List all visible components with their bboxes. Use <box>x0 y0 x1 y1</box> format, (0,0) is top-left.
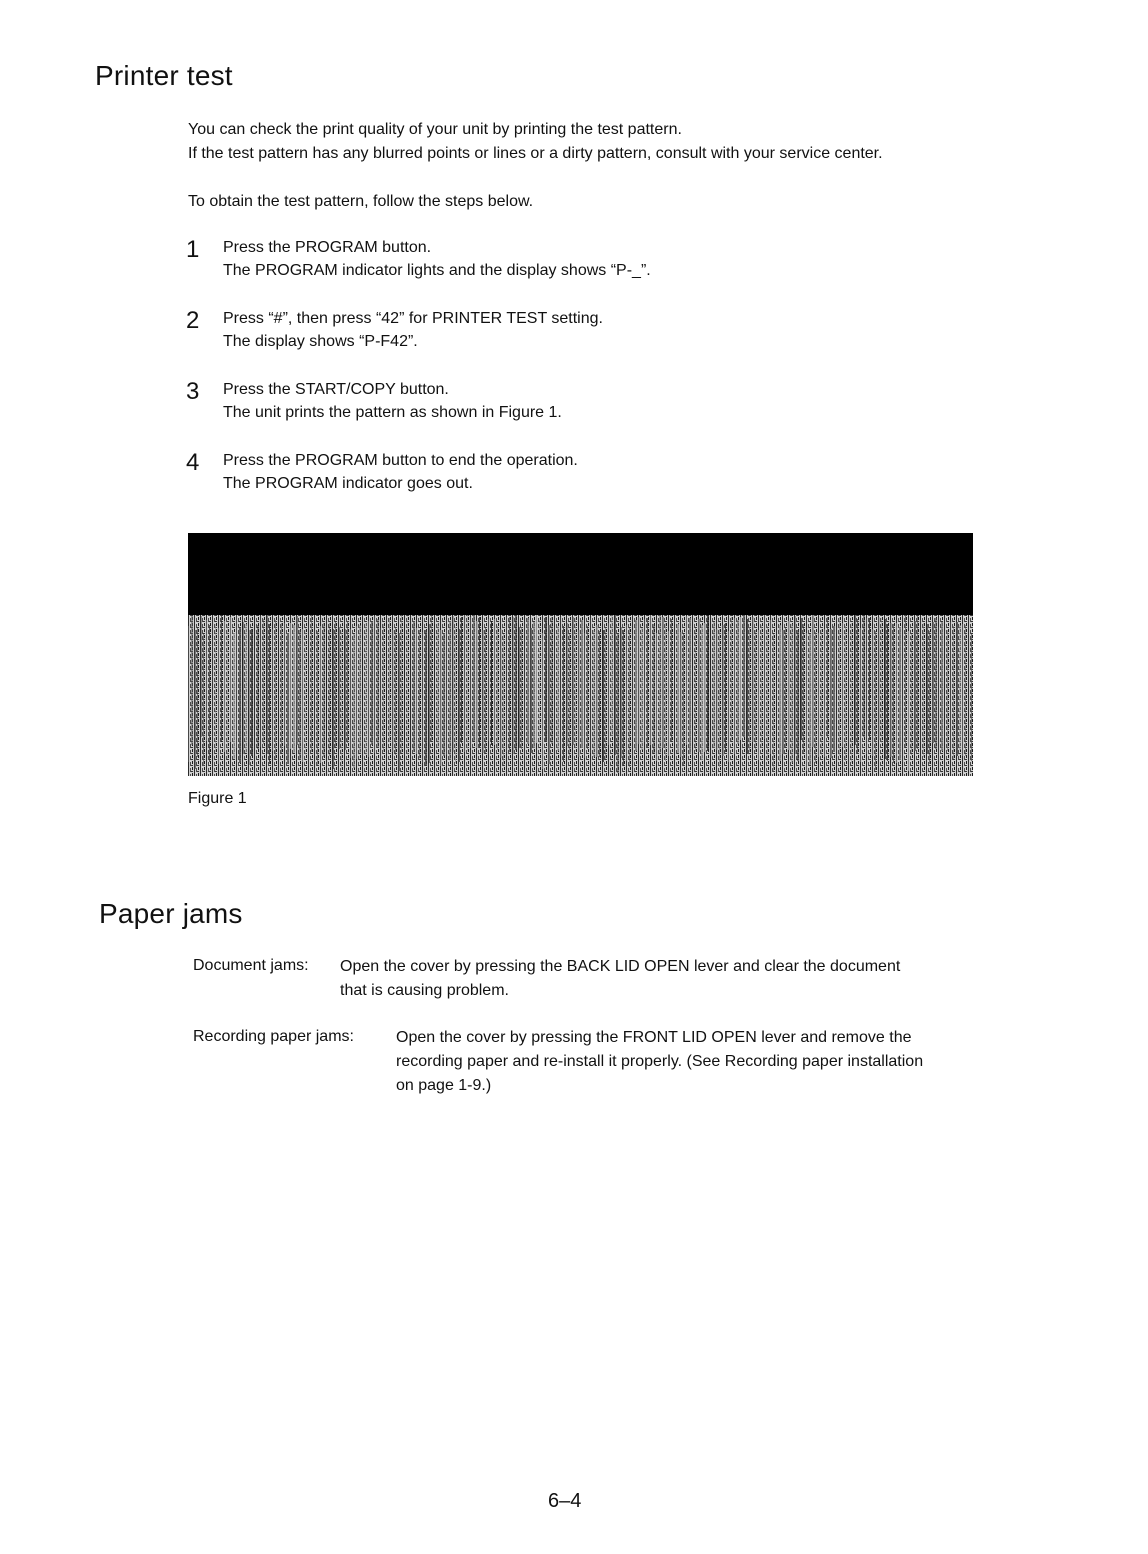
stripe-line <box>473 615 475 741</box>
stripe-line <box>419 630 420 758</box>
stripe-line <box>875 631 876 770</box>
stripe-line <box>533 622 535 748</box>
stripe-line <box>578 630 580 757</box>
stripe-line <box>968 632 969 761</box>
stripe-line <box>275 620 276 759</box>
stripe-line <box>500 629 502 758</box>
stripe-line <box>656 633 657 761</box>
stripe-line <box>950 622 951 760</box>
stripe-line <box>947 630 948 751</box>
stripe-line <box>671 619 672 742</box>
section-heading-printer-test: Printer test <box>95 60 233 91</box>
stripe-line <box>740 617 741 740</box>
stripe-line <box>542 633 543 769</box>
stripe-line <box>902 628 903 762</box>
stripe-line <box>662 617 664 748</box>
stripe-line <box>821 629 822 755</box>
stripe-line <box>602 630 604 762</box>
stripe-line <box>704 623 706 752</box>
stripe-line <box>647 618 648 748</box>
stripe-line <box>815 632 816 763</box>
stripe-line <box>251 629 253 756</box>
stripe-line <box>614 615 616 755</box>
stripe-line <box>833 626 835 752</box>
step-text <box>223 236 651 282</box>
stripe-line <box>440 630 442 766</box>
stripe-line <box>752 617 754 742</box>
stripe-line <box>188 626 189 762</box>
stripe-line <box>938 627 939 761</box>
stripe-line <box>692 619 693 749</box>
step-number: 3 <box>186 378 200 405</box>
stripe-line <box>521 627 522 749</box>
stripe-line <box>455 627 456 763</box>
stripe-line <box>254 631 255 771</box>
stripe-line <box>494 619 495 745</box>
stripe-line <box>605 627 606 759</box>
stripe-line <box>416 628 417 754</box>
stripe-line <box>314 629 315 751</box>
stripe-line <box>203 634 204 766</box>
stripe-line <box>212 622 213 744</box>
stripe-line <box>785 627 786 748</box>
document-jams-line-2: that is causing problem. <box>340 982 509 999</box>
stripe-line <box>437 623 439 748</box>
stripe-line <box>353 634 355 768</box>
stripe-line <box>476 621 478 748</box>
stripe-line <box>449 621 451 760</box>
stripe-line <box>260 616 261 747</box>
stripe-line <box>917 616 918 749</box>
stripe-line <box>236 615 237 748</box>
stripe-line <box>689 618 691 754</box>
stripe-line <box>608 623 609 745</box>
stripe-line <box>881 618 882 743</box>
stripe-line <box>797 630 799 761</box>
stripe-line <box>749 627 750 752</box>
stripe-line <box>794 616 796 754</box>
stripe-line <box>209 625 210 762</box>
stripe-line <box>611 615 613 736</box>
stripe-line <box>827 617 828 738</box>
stripe-line <box>191 616 193 745</box>
stripe-line <box>872 629 874 756</box>
stripe-line <box>806 633 807 771</box>
stripe-line <box>491 621 492 745</box>
stripe-line <box>341 631 342 770</box>
step-number: 2 <box>186 307 200 334</box>
stripe-line <box>194 630 196 769</box>
step-instruction: Press the PROGRAM button. <box>223 239 432 256</box>
stripe-line <box>206 620 207 741</box>
recording-paper-jams-label: Recording paper jams: <box>193 1028 354 1045</box>
stripe-line <box>725 623 726 752</box>
stripe-line <box>548 625 550 764</box>
stripe-line <box>227 624 228 759</box>
step-text <box>223 307 603 353</box>
stripe-line <box>923 623 924 757</box>
stripe-line <box>371 621 373 745</box>
stripe-line <box>713 622 715 748</box>
stripe-line <box>896 623 897 763</box>
stripe-line <box>899 627 901 760</box>
stripe-line <box>734 618 735 754</box>
stripe-line <box>767 626 768 761</box>
stripe-line <box>776 618 777 757</box>
stripe-line <box>413 621 415 752</box>
stripe-line <box>326 629 327 758</box>
stripe-line <box>425 630 427 766</box>
stripe-line <box>311 615 312 752</box>
stripe-line <box>887 624 888 761</box>
stripe-line <box>374 616 375 753</box>
stripe-line <box>497 626 498 750</box>
stripe-line <box>659 615 661 753</box>
stripe-line <box>731 617 732 741</box>
stripe-line <box>848 633 849 768</box>
stripe-line <box>701 625 703 760</box>
stripe-line <box>230 617 231 742</box>
stripe-line <box>773 634 774 772</box>
stripe-line <box>554 627 555 761</box>
recording-jams-line-2: recording paper and re-install it properly. (See Recording paper installation <box>396 1053 924 1070</box>
stripe-line <box>530 628 532 753</box>
stripe-line <box>263 619 264 744</box>
stripe-line <box>722 625 724 756</box>
stripe-line <box>566 623 568 746</box>
stripe-line <box>737 620 739 744</box>
stripe-line <box>350 629 351 758</box>
stripe-line <box>716 629 718 750</box>
stripe-line <box>269 624 270 764</box>
stripe-line <box>932 622 934 743</box>
recording-jams-line-3: on page 1-9.) <box>396 1077 492 1094</box>
stripe-line <box>911 633 912 755</box>
stripe-line <box>761 625 762 748</box>
stripe-line <box>845 626 846 761</box>
stripe-line <box>305 628 306 755</box>
stripe-line <box>719 629 720 767</box>
stripe-line <box>428 624 430 763</box>
stripe-line <box>791 624 793 763</box>
stripe-line <box>395 627 396 755</box>
stripe-line <box>323 623 325 757</box>
stripe-line <box>878 617 880 740</box>
stripe-line <box>686 616 687 745</box>
steps-lead-text: To obtain the test pattern, follow the steps below. <box>188 193 534 210</box>
stripe-line <box>959 625 961 750</box>
step-instruction: Press the START/COPY button. <box>223 381 449 398</box>
stripe-line <box>482 630 484 753</box>
step-instruction: Press “#”, then press “42” for PRINTER TEST setting. <box>223 310 603 327</box>
stripe-line <box>431 615 432 741</box>
stripe-line <box>683 634 684 765</box>
stripe-line <box>464 615 465 752</box>
stripe-line <box>410 621 411 755</box>
stripe-line <box>728 631 729 762</box>
stripe-line <box>392 630 394 752</box>
stripe-line <box>557 626 559 751</box>
stripe-line <box>569 634 570 758</box>
stripe-line <box>677 624 679 753</box>
stripe-line <box>920 620 921 742</box>
stripe-line <box>320 626 321 763</box>
stripe-line <box>281 623 282 753</box>
stripe-line <box>407 616 408 755</box>
stripe-line <box>866 618 867 754</box>
stripe-line <box>404 620 405 750</box>
stripe-line <box>599 631 600 757</box>
stripe-line <box>308 625 309 765</box>
stripe-line <box>779 625 781 761</box>
stripe-line <box>644 619 645 742</box>
section-heading-paper-jams: Paper jams <box>99 898 243 929</box>
stripe-line <box>467 615 468 751</box>
stripe-line <box>248 630 250 765</box>
stripe-line <box>572 617 574 745</box>
stripe-line <box>524 624 525 762</box>
stripe-line <box>503 634 504 765</box>
stripe-line <box>935 618 937 749</box>
stripe-line <box>707 615 709 751</box>
stripe-line <box>293 625 295 753</box>
stripe-line <box>422 632 423 763</box>
intro-line-2: If the test pattern has any blurred points or lines or a dirty pattern, consult with your service center. <box>188 145 883 162</box>
stripe-line <box>365 623 367 755</box>
stripe-line <box>470 617 471 748</box>
stripe-line <box>758 630 759 760</box>
stripe-line <box>245 624 247 753</box>
stripe-line <box>944 618 945 750</box>
stripe-line <box>239 628 241 763</box>
stripe-line <box>818 633 819 757</box>
stripe-line <box>368 621 369 757</box>
stripe-line <box>905 615 906 747</box>
step-result: The display shows “P-F42”. <box>223 333 418 350</box>
stripe-line <box>257 625 259 749</box>
stripe-line <box>587 626 588 749</box>
stripe-line <box>710 615 711 740</box>
stripe-line <box>623 630 624 766</box>
stripe-line <box>458 629 460 762</box>
stripe-line <box>398 633 400 771</box>
stripe-line <box>914 621 916 751</box>
stripe-line <box>401 615 402 753</box>
stripe-line <box>317 631 318 765</box>
document-jams-line-1: Open the cover by pressing the BACK LID OPEN lever and clear the document <box>340 958 901 975</box>
step-result: The PROGRAM indicator lights and the display shows “P-_”. <box>223 262 651 279</box>
stripe-line <box>857 619 858 754</box>
stripe-line <box>680 632 682 757</box>
stripe-line <box>302 629 303 762</box>
recording-paper-jams-text <box>396 1026 923 1098</box>
stripe-line <box>869 618 870 740</box>
stripe-line <box>674 630 675 770</box>
stripe-line <box>278 616 279 750</box>
stripe-line <box>335 621 336 747</box>
stripe-line <box>830 629 832 758</box>
stripe-line <box>581 620 583 748</box>
stripe-line <box>926 624 928 754</box>
stripe-line <box>884 619 886 759</box>
stripe-line <box>629 627 630 767</box>
stripe-line <box>668 631 669 756</box>
step-result: The unit prints the pattern as shown in Figure 1. <box>223 404 562 421</box>
stripe-line <box>443 633 445 756</box>
stripe-line <box>389 618 390 742</box>
stripe-line <box>518 627 520 748</box>
stripe-line <box>788 621 790 750</box>
stripe-line <box>851 623 852 763</box>
stripe-line <box>770 620 771 754</box>
step-result: The PROGRAM indicator goes out. <box>223 475 473 492</box>
stripe-line <box>665 623 666 761</box>
stripe-line <box>746 619 748 754</box>
step-number: 1 <box>186 236 200 263</box>
step-instruction: Press the PROGRAM button to end the operation. <box>223 452 578 469</box>
solid-black-band <box>188 533 973 615</box>
stripe-line <box>347 621 348 743</box>
stripe-line <box>452 616 454 752</box>
step-text <box>223 378 562 424</box>
document-jams-label: Document jams: <box>193 957 309 974</box>
stripe-line <box>299 630 301 760</box>
stripe-line <box>824 629 825 757</box>
stripe-line <box>626 625 627 761</box>
stripe-line <box>863 616 865 737</box>
stripe-line <box>461 617 462 743</box>
stripe-line <box>386 621 387 748</box>
stripe-line <box>809 634 811 765</box>
stripe-line <box>362 617 363 739</box>
stripe-line <box>224 621 225 752</box>
stripe-line <box>242 622 244 754</box>
stripe-line <box>860 628 861 762</box>
stripe-line <box>287 633 289 764</box>
stripe-line <box>563 626 564 762</box>
stripe-line <box>332 629 334 769</box>
stripe-line <box>632 634 633 771</box>
stripe-line <box>506 617 507 752</box>
stripe-line <box>485 628 486 753</box>
document-jams-text <box>340 955 900 1003</box>
stripe-line <box>893 624 894 763</box>
stripe-line <box>929 631 930 764</box>
stripe-line <box>635 620 637 751</box>
step-text <box>223 449 578 495</box>
stripe-line <box>653 624 655 754</box>
stripe-line <box>839 617 840 756</box>
recording-jams-line-1: Open the cover by pressing the FRONT LID OPEN lever and remove the <box>396 1029 912 1046</box>
stripe-line <box>527 618 529 744</box>
stripe-line <box>755 630 756 752</box>
stripe-line <box>197 628 198 757</box>
stripe-line <box>800 618 802 740</box>
stripe-line <box>266 615 268 754</box>
stripe-line <box>836 627 837 765</box>
stripe-line <box>641 628 643 750</box>
stripe-line <box>593 630 595 757</box>
stripe-line <box>803 624 804 753</box>
stripe-line <box>221 615 222 742</box>
stripe-line <box>296 616 298 745</box>
stripe-line <box>383 624 384 752</box>
stripe-line <box>575 618 576 748</box>
stripe-line <box>329 623 330 756</box>
stripe-line <box>617 634 619 773</box>
stripe-line <box>854 615 856 745</box>
stripe-line <box>941 622 943 751</box>
stripe-line <box>434 624 435 754</box>
stripe-line <box>200 616 202 737</box>
test-pattern-figure <box>188 533 973 776</box>
stripe-line <box>590 618 591 753</box>
intro-line-1: You can check the print quality of your unit by printing the test pattern. <box>188 121 682 138</box>
stripe-line <box>284 623 285 746</box>
stripe-line <box>908 631 909 771</box>
stripe-line <box>509 617 510 752</box>
stripe-line <box>764 615 765 739</box>
stripe-line <box>233 633 235 759</box>
stripe-line <box>515 616 517 750</box>
stripe-line <box>545 617 547 741</box>
stripe-line <box>539 620 540 745</box>
stripe-line <box>620 627 622 758</box>
stripe-line <box>272 629 273 751</box>
stripe-line <box>551 617 553 744</box>
stripe-line <box>743 615 745 737</box>
stripe-line <box>812 615 814 747</box>
stripe-line <box>695 628 696 751</box>
stripe-line <box>218 628 219 764</box>
stripe-line <box>536 615 537 743</box>
stripe-line <box>782 630 784 754</box>
stripe-line <box>584 633 585 758</box>
stripe-line <box>359 625 361 753</box>
stripe-line <box>290 623 291 749</box>
page-number: 6–4 <box>548 1490 582 1512</box>
stripe-line <box>971 634 972 761</box>
step-number: 4 <box>186 449 200 476</box>
stripe-line <box>962 624 963 756</box>
stripe-line <box>890 623 892 757</box>
stripe-line <box>479 617 480 747</box>
stripe-line <box>380 628 381 767</box>
stripe-line <box>953 626 954 759</box>
stripe-line <box>596 625 598 757</box>
figure-caption: Figure 1 <box>188 790 247 807</box>
stripe-line <box>377 619 379 748</box>
stripe-line <box>488 619 489 741</box>
stripe-line <box>344 629 346 750</box>
stripe-line <box>512 617 514 754</box>
stripe-line <box>446 630 447 755</box>
stripe-line <box>842 623 843 747</box>
stripe-line <box>650 615 651 745</box>
stripe-line <box>965 625 966 756</box>
stripe-line <box>638 617 640 744</box>
stripe-line <box>356 626 357 759</box>
stripe-line <box>215 624 216 752</box>
stripe-line <box>560 617 561 754</box>
intro-paragraph <box>188 118 883 166</box>
stripe-line <box>698 619 700 752</box>
stripe-line <box>956 622 958 756</box>
stripe-line <box>338 627 340 749</box>
